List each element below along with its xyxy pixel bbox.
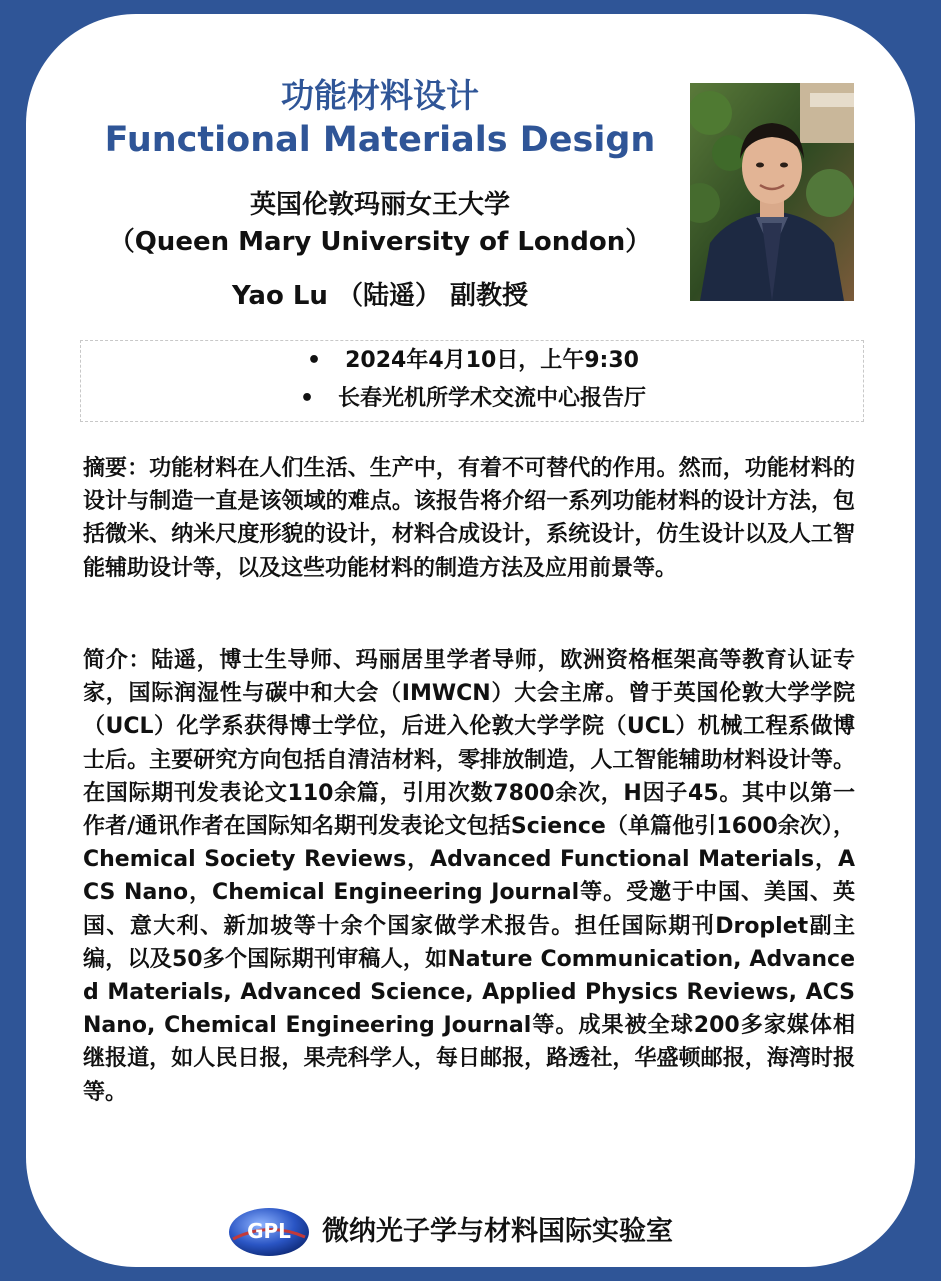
event-datetime: 2024年4月10日，上午9:30 — [345, 348, 639, 373]
portrait-image — [690, 83, 854, 301]
event-venue: 长春光机所学术交流中心报告厅 — [338, 386, 647, 411]
bio-paragraph: 简介：陆遥，博士生导师、玛丽居里学者导师，欧洲资格框架高等教育认证专家，国际润湿性与碳中和大会（IMWCN）大会主席。曾于英国伦敦大学学院（UCL）化学系获得博士学位，后进入伦敦大学学院（UCL）机械工程系做博士后。主要研究方向包括自清洁材料，零排放制造，人工智能辅助材料设计等。在国际期刊发表论文110余篇，引用次数7800余次，H因子45。其中以第一作者/通讯作者在国际知名期刊发表论文包括Science（单篇他引1600余次），Chemical Society Reviews，Advanced Functional Materials，ACS Nano，Chemical Engineering Journal等。受邀于中国、美国、英国、意大利、新加坡等十余个国家做学术报告。担任国际期刊Droplet副主编，以及50多个国际期刊审稿人，如Nature Communication, Advanced Materials, Advanced Science, Applied Physics Reviews, ACS Nano, Chemical Engineering Journal等。成果被全球200多家媒体相继报道，如人民日报，果壳科学人，每日邮报，路透社，华盛顿邮报，海湾时报等。 — [83, 648, 855, 1105]
title-english: Functional Materials Design — [104, 120, 656, 160]
university-chinese: 英国伦敦玛丽女王大学 — [249, 190, 510, 220]
event-datetime-line — [81, 346, 865, 376]
logo-text: GPL — [247, 1219, 291, 1243]
bullet-dot: • — [299, 386, 315, 411]
abstract-paragraph: 摘要：功能材料在人们生活、生产中，有着不可替代的作用。然而，功能材料的设计与制造一直是该领域的难点。该报告将介绍一系列功能材料的设计方法，包括微米、纳米尺度形貌的设计，材料合成设计，系统设计，仿生设计以及人工智能辅助设计等，以及这些功能材料的制造方法及应用前景等。 — [83, 456, 855, 581]
gpl-logo — [227, 1207, 311, 1257]
event-venue-line — [81, 384, 865, 414]
speaker-name: Yao Lu （陆遥） 副教授 — [231, 281, 529, 311]
speaker-photo — [690, 83, 854, 301]
event-info-box — [80, 340, 864, 422]
university-english: （Queen Mary University of London） — [108, 227, 652, 257]
lab-name: 微纳光子学与材料国际实验室 — [322, 1216, 673, 1247]
bullet-dot: • — [307, 348, 322, 373]
title-chinese: 功能材料设计 — [281, 76, 479, 115]
